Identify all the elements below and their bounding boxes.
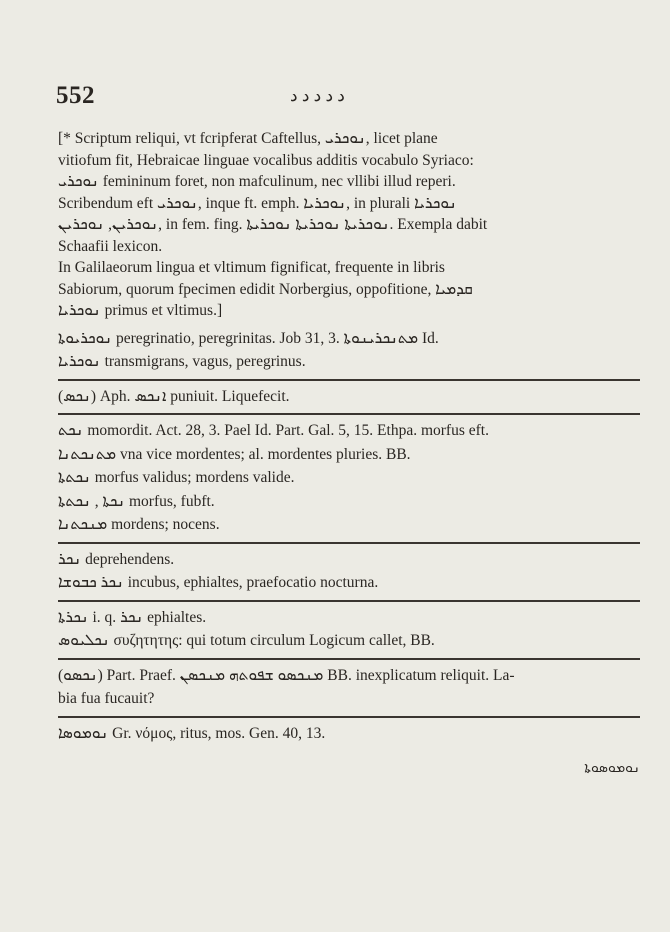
note-line: ܢܘܟܪܝܢ, ܢܘܟܪܝܢ, in fem. fing. ܢܘܟܪܝܬܐ ܢܘܟܪܝܬܐ ܢܘܟܪܝܬܐ. Exempla dabit [58,216,488,233]
dictionary-entry: ܢܘܟܪܝܐ transmigrans, vagus, peregrinus. [58,353,306,370]
note-line: Schaafii lexicon. [58,237,163,255]
note-line: ܢܘܟܪܝ femininum foret, non mafculinum, nec vllibi illud reperi. [58,173,456,190]
note-line: vitiofum fit, Hebraicae linguae vocalibus additis vocabulo Syriaco: [58,151,474,169]
dictionary-entry: ܢܘܡܘܣܐ Gr. νόμος, ritus, mos. Gen. 40, 13. [58,724,326,742]
dictionary-entry: ܢܘܟܪܝܘܬܐ peregrinatio, peregrinitas. Job 31, 3. ܡܬܢܟܪܝܢܘܬܐ Id. [58,329,439,347]
dictionary-entry: (ܢܟܣ) Aph. ܐܢܟܣ puniuit. Liquefecit. [58,387,290,405]
dictionary-entry: (ܢܟܣܘ) Part. Praef. ܡܢܟܣܘ ܫܦܘܬܗ ܡܢܟܣܢ BB. inexplicatum reliquit. La- [58,666,515,684]
note-line: Sabiorum, quorum fpecimen edidit Norbergius, oppofitione, ܩܕܡܝܐ [58,280,473,298]
note-line: [* Scriptum reliqui, vt fcripferat Caftellus, ܢܘܟܪܝ, licet plane [58,130,438,147]
dictionary-entry: ܢܟܪ ܟܒܘܫܐ incubus, ephialtes, praefocatio nocturna. [58,574,379,591]
dictionary-entry: ܡܬܢܟܬܢܐ vna vice mordentes; al. mordentes pluries. BB. [58,445,411,463]
dictionary-entry: ܢܟܬܬܐ morfus validus; mordens valide. [58,469,295,486]
section-divider [58,658,640,660]
page-content [58,128,640,780]
section-divider [58,379,640,381]
dictionary-entry: ܢܟܠܝܘܣ συζητητης: qui totum circulum Logicum callet, BB. [58,632,435,649]
dictionary-entry: bia fua fucauit? [58,690,155,707]
note-line: Scribendum eft ܢܘܟܪܝ, inque ft. emph. ܢܘܟܪܝܐ, in plurali ܢܘܟܪܝܐ [58,194,457,212]
dictionary-entry: ܢܟܬ momordit. Act. 28, 3. Pael Id. Part. Gal. 5, 15. Ethpa. morfus eft. [58,422,489,439]
page-number: 552 [56,82,95,109]
section-divider [58,542,640,544]
section-divider [58,716,640,718]
section-divider [58,600,640,602]
editorial-note [58,128,640,322]
section-divider [58,413,640,415]
dictionary-entry: ܢܟܪܬܐ i. q. ܢܟܪ ephialtes. [58,608,207,626]
catchword: ܢܘܡܘܣܘܬܐ [584,761,640,776]
dictionary-entry: ܡܢܟܬܢܐ mordens; nocens. [58,516,220,533]
running-head: د د د د د [290,86,345,105]
note-line: In Galilaeorum lingua et vltimum fignificat, frequente in libris [58,259,445,276]
dictionary-entry: ܢܟܪ deprehendens. [58,550,175,568]
note-line: ܢܘܟܪܝܐ primus et vltimus.] [58,302,223,319]
dictionary-entry: ܢܟܬܐ , ܢܟܬܬܐ morfus, fubft. [58,492,215,510]
